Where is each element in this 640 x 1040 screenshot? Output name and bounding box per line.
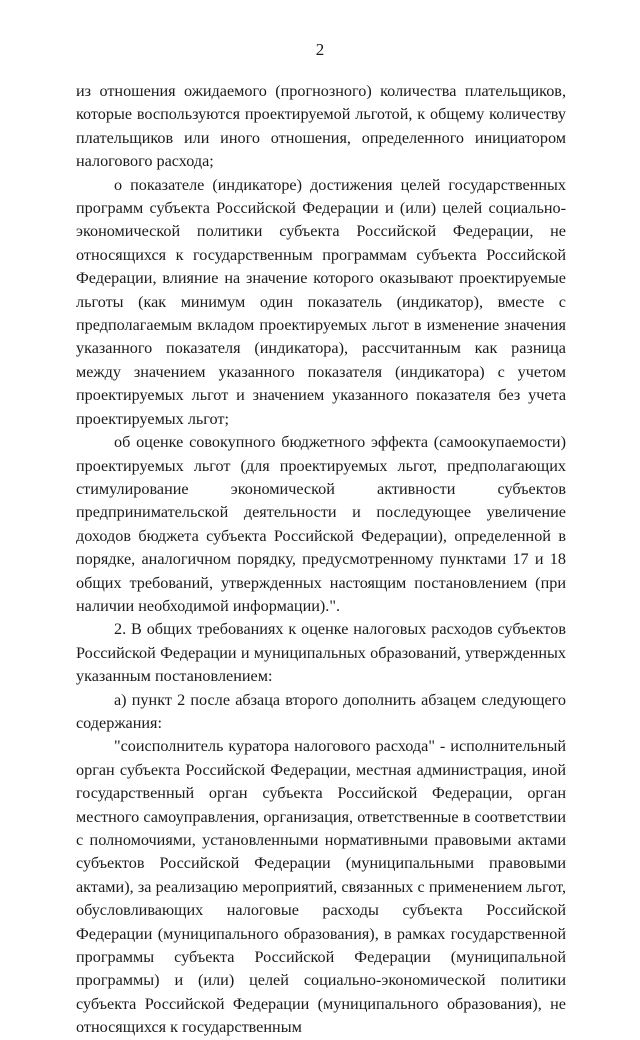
paragraph-definition: "соисполнитель куратора налогового расхода" - исполнительный орган субъекта Российской Федерации, местная администрация, иной государственный орган субъекта Российской Федерации, орган местного самоуправления, организация, ответственные в соответствии с полномочиями, установленными нормативными правовыми актами субъектов Российской Федерации (муниципальными правовыми актами), за реализацию мероприятий, связанных с применением льгот, обусловливающих налоговые расходы субъекта Российской Федерации (муниципального образования), в рамках государственной программы субъекта Российской Федерации (муниципальной программы) и (или) целей социально-экономической политики субъекта Российской Федерации (муниципального образования), не относящихся к государственным <box>76 737 566 1037</box>
document-body <box>76 80 566 1040</box>
paragraph-item-2: 2. В общих требованиях к оценке налоговых расходов субъектов Российской Федерации и муниципальных образований, утвержденных указанным постановлением: <box>76 620 566 686</box>
page-number: 2 <box>315 40 325 59</box>
paragraph-budget-effect: об оценке совокупного бюджетного эффекта (самоокупаемости) проектируемых льгот (для проектируемых льгот, предполагающих стимулирование экономической активности субъектов предпринимательской деятельности и последующее увеличение доходов бюджета субъекта Российской Федерации), определенной в порядке, аналогичном порядку, предусмотренному пунктами 17 и 18 общих требований, утвержденных настоящим постановлением (при наличии необходимой информации).". <box>76 433 566 615</box>
paragraph-continuation: из отношения ожидаемого (прогнозного) количества плательщиков, которые воспользуются проектируемой льготой, к общему количеству плательщиков или иного отношения, определенного инициатором налогового расхода; <box>76 82 566 171</box>
paragraph-indicator: о показателе (индикаторе) достижения целей государственных программ субъекта Российской Федерации и (или) целей социально-экономической политики субъекта Российской Федерации, не относящихся к государственным программам субъекта Российской Федерации, влияние на значение которого оказывают проектируемые льготы (как минимум один показатель (индикатор), вместе с предполагаемым вкладом проектируемых льгот в изменение значения указанного показателя (индикатора), рассчитанным как разница между значением указанного показателя (индикатора) с учетом проектируемых льгот и значением указанного показателя без учета проектируемых льгот; <box>76 175 566 428</box>
paragraph-subitem-a: а) пункт 2 после абзаца второго дополнить абзацем следующего содержания: <box>76 690 566 732</box>
